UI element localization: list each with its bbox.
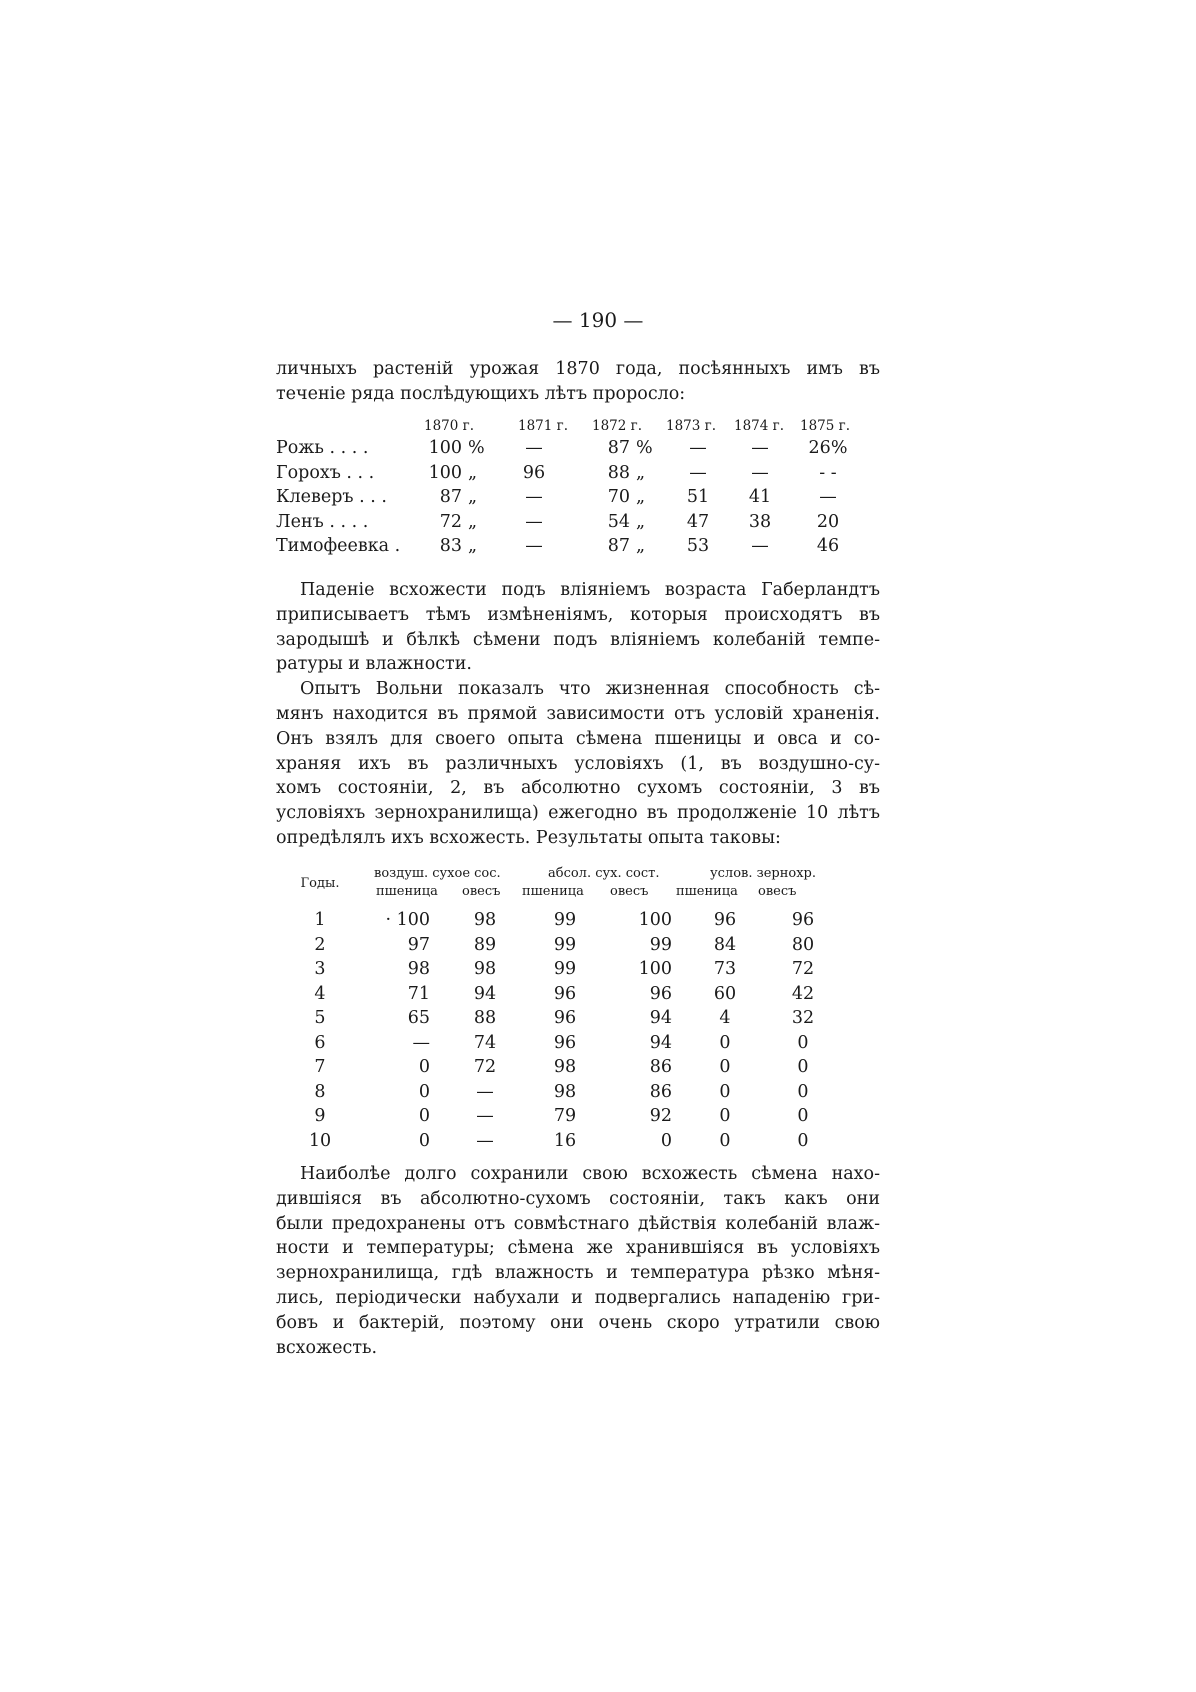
table-cell: 5 — [314, 1008, 326, 1028]
table-cell: 94 — [473, 983, 497, 1004]
table-cell: 0 — [418, 1081, 430, 1102]
table-cell: 0 — [719, 1081, 731, 1102]
table-cell: 98 — [553, 1057, 577, 1077]
table-cell: 0 — [797, 1057, 809, 1077]
text-line: зернохранилища, гдѣ влажность и температура рѣзко мѣня- — [276, 1263, 880, 1284]
column-header: 1872 г. — [592, 418, 643, 434]
table-cell: 3 — [314, 959, 326, 979]
unit-mark: % — [468, 438, 485, 458]
unit-mark: „ — [636, 462, 646, 483]
text-line: теченіе ряда послѣдующихъ лѣтъ проросло: — [276, 383, 686, 404]
table-cell: 86 — [649, 1081, 672, 1102]
row-label: Тимофеевка . — [276, 536, 401, 556]
table-cell: 99 — [553, 910, 577, 930]
table-cell: 96 — [791, 910, 815, 930]
table-cell: 87 — [607, 536, 630, 556]
table-cell: 72 — [439, 511, 462, 532]
column-header: Годы. — [300, 876, 340, 891]
table-cell: 99 — [553, 959, 577, 979]
text-line: условіяхъ зернохранилища) ежегодно въ продолженіе 10 лѣтъ — [276, 803, 880, 824]
table-cell: 0 — [719, 1057, 731, 1077]
table-cell: 26% — [808, 438, 848, 458]
row-label: Ленъ . . . . — [276, 511, 369, 532]
table-cell: 92 — [649, 1106, 672, 1126]
table-cell: 51 — [686, 487, 710, 507]
table-cell: 71 — [407, 983, 430, 1004]
body-paragraph — [276, 578, 880, 851]
table-cell: 83 — [439, 536, 462, 556]
table-cell: — — [525, 487, 543, 507]
table-cell: 0 — [418, 1057, 430, 1077]
table-cell: 4 — [314, 983, 326, 1004]
table-cell: 0 — [797, 1032, 809, 1053]
table-cell: — — [751, 462, 769, 483]
table-cell: — — [476, 1106, 494, 1126]
table-cell: - - — [819, 462, 837, 483]
table-cell: 53 — [686, 536, 710, 556]
text-line: дившіяся въ абсолютно-сухомъ состояніи, такъ какъ они — [276, 1188, 880, 1209]
table-cell: — — [525, 511, 543, 532]
intro-paragraph — [276, 357, 880, 407]
table-cell: 6 — [314, 1032, 326, 1053]
column-header: пшеница — [376, 884, 438, 899]
table-cell: 7 — [314, 1057, 326, 1077]
text-line: хомъ состояніи, 2, въ абсолютно сухомъ состояніи, 3 въ — [276, 778, 880, 799]
row-label: Клеверъ . . . — [276, 487, 387, 507]
unit-mark: „ — [636, 536, 646, 556]
text-line: ности и температуры; сѣмена же хранившіяся въ условіяхъ — [276, 1238, 880, 1259]
table-cell: 94 — [649, 1032, 672, 1053]
table-cell: 73 — [713, 959, 737, 979]
table-cell: — — [751, 536, 769, 556]
table-cell: 0 — [797, 1106, 809, 1126]
column-header: 1875 г. — [800, 418, 851, 434]
unit-mark: „ — [468, 487, 478, 507]
table-cell: 60 — [713, 983, 737, 1004]
table-cell: 79 — [553, 1106, 577, 1126]
table-cell: 20 — [816, 511, 840, 532]
text-line: Паденіе всхожести подъ вліяніемъ возраста Габерландтъ — [300, 580, 880, 600]
table-cell: 1 — [314, 910, 326, 930]
table-cell: 16 — [553, 1130, 577, 1151]
page-number: — 190 — — [552, 308, 644, 332]
unit-mark: „ — [468, 511, 478, 532]
table-cell: 96 — [553, 1008, 577, 1028]
text-line: личныхъ растеній урожая 1870 года, посѣянныхъ имъ въ — [276, 359, 880, 379]
table-cell: 42 — [791, 983, 815, 1004]
column-header: пшеница — [676, 884, 738, 899]
table-cell: 100 — [638, 910, 672, 930]
table-cell: 80 — [791, 934, 815, 955]
table-cell: · 100 — [385, 910, 430, 930]
table-cell: 98 — [407, 959, 430, 979]
table-cell: 4 — [719, 1008, 731, 1028]
column-header: овесъ — [462, 884, 501, 899]
table-cell: 100 — [638, 959, 672, 979]
table-cell: 65 — [407, 1008, 430, 1028]
row-label: Горохъ . . . — [276, 462, 375, 483]
table-cell: 41 — [748, 487, 772, 507]
text-line: лись, періодически набухали и подвергались нападенію гри- — [276, 1287, 880, 1308]
table-cell: 99 — [649, 934, 672, 955]
unit-mark: „ — [636, 511, 646, 532]
unit-mark: % — [636, 438, 653, 458]
text-line: зародышѣ и бѣлкѣ сѣмени подъ вліяніемъ колебаній темпе- — [276, 629, 880, 650]
text-line: ратуры и влажности. — [276, 654, 472, 675]
table-cell: 100 — [428, 438, 462, 458]
table-cell: 96 — [553, 1032, 577, 1053]
table-cell: — — [525, 536, 543, 556]
table-cell: 98 — [473, 910, 497, 930]
table-cell: — — [525, 438, 543, 458]
table-cell: 99 — [553, 934, 577, 955]
text-line: бовъ и бактерій, поэтому они очень скоро утратили свою — [276, 1312, 880, 1333]
table-cell: 38 — [748, 511, 772, 532]
table-cell: — — [689, 462, 707, 483]
table-cell: 84 — [713, 934, 737, 955]
table-cell: 8 — [314, 1081, 326, 1102]
table-cell: 0 — [797, 1130, 809, 1151]
unit-mark: „ — [468, 536, 478, 556]
table-cell: 70 — [607, 487, 630, 507]
group-header: услов. зернохр. — [710, 866, 816, 881]
table-cell: 100 — [428, 462, 462, 483]
table-cell: — — [751, 438, 769, 458]
table-cell: 97 — [407, 934, 430, 955]
text-line: храняя ихъ въ различныхъ условіяхъ (1, въ воздушно-су- — [276, 753, 880, 774]
row-label: Рожь . . . . — [276, 438, 369, 458]
table-cell: 32 — [791, 1008, 815, 1028]
text-line: опредѣлялъ ихъ всхожесть. Результаты опыта таковы: — [276, 827, 781, 848]
column-header: 1873 г. — [666, 418, 717, 434]
text-line: были предохранены отъ совмѣстнаго дѣйствія колебаній влаж- — [276, 1213, 880, 1234]
text-line: Наиболѣе долго сохранили свою всхожесть сѣмена нахо- — [300, 1164, 880, 1184]
table-cell: 0 — [797, 1081, 809, 1102]
table-cell: 74 — [473, 1032, 497, 1053]
table-cell: 88 — [473, 1008, 497, 1028]
table-cell: 46 — [816, 536, 840, 556]
table-cell: 94 — [649, 1008, 672, 1028]
column-header: пшеница — [522, 884, 584, 899]
table-cell: — — [819, 487, 837, 507]
unit-mark: „ — [468, 462, 478, 483]
table-cell: 96 — [522, 462, 546, 483]
table-cell: 88 — [607, 462, 630, 483]
table-cell: 9 — [314, 1106, 326, 1126]
table-cell: 0 — [719, 1106, 731, 1126]
table-cell: 96 — [713, 910, 737, 930]
table-cell: 96 — [553, 983, 577, 1004]
table-cell: 0 — [660, 1130, 672, 1151]
table-cell: 72 — [473, 1057, 497, 1077]
table-cell: 98 — [473, 959, 497, 979]
column-header: 1874 г. — [734, 418, 785, 434]
table-cell: 0 — [719, 1130, 731, 1151]
table-cell: — — [689, 438, 707, 458]
table-cell: 87 — [439, 487, 462, 507]
text-line: приписываетъ тѣмъ измѣненіямъ, которыя происходятъ въ — [276, 604, 880, 625]
table-cell: — — [476, 1130, 494, 1151]
text-line: Опытъ Вольни показалъ что жизненная способность сѣ- — [300, 679, 880, 700]
table-cell: 96 — [649, 983, 672, 1004]
group-header: абсол. сух. сост. — [548, 866, 660, 881]
text-line: Онъ взялъ для своего опыта сѣмена пшеницы и овса и со- — [276, 728, 880, 749]
table-cell: 98 — [553, 1081, 577, 1102]
table-cell: 72 — [791, 959, 815, 979]
column-header: 1870 г. — [424, 418, 475, 434]
column-header: овесъ — [610, 884, 649, 899]
table-cell: 10 — [308, 1130, 332, 1151]
table-cell: 0 — [418, 1106, 430, 1126]
table-cell: 89 — [473, 934, 497, 955]
table-cell: — — [476, 1081, 494, 1102]
unit-mark: „ — [636, 487, 646, 507]
table-cell: 86 — [649, 1057, 672, 1077]
group-header: воздуш. сухое сос. — [374, 866, 501, 881]
table-cell: 2 — [314, 934, 326, 955]
table-cell: — — [412, 1032, 430, 1053]
text-line: мянъ находится въ прямой зависимости отъ условій храненія. — [276, 703, 880, 724]
table-cell: 0 — [719, 1032, 731, 1053]
table-cell: 54 — [607, 511, 630, 532]
table-cell: 47 — [686, 511, 710, 532]
column-header: 1871 г. — [518, 418, 569, 434]
text-line: всхожесть. — [276, 1337, 378, 1358]
table-cell: 0 — [418, 1130, 430, 1151]
conclusion-paragraph — [276, 1162, 880, 1360]
table-cell: 87 — [607, 438, 630, 458]
column-header: овесъ — [758, 884, 797, 899]
